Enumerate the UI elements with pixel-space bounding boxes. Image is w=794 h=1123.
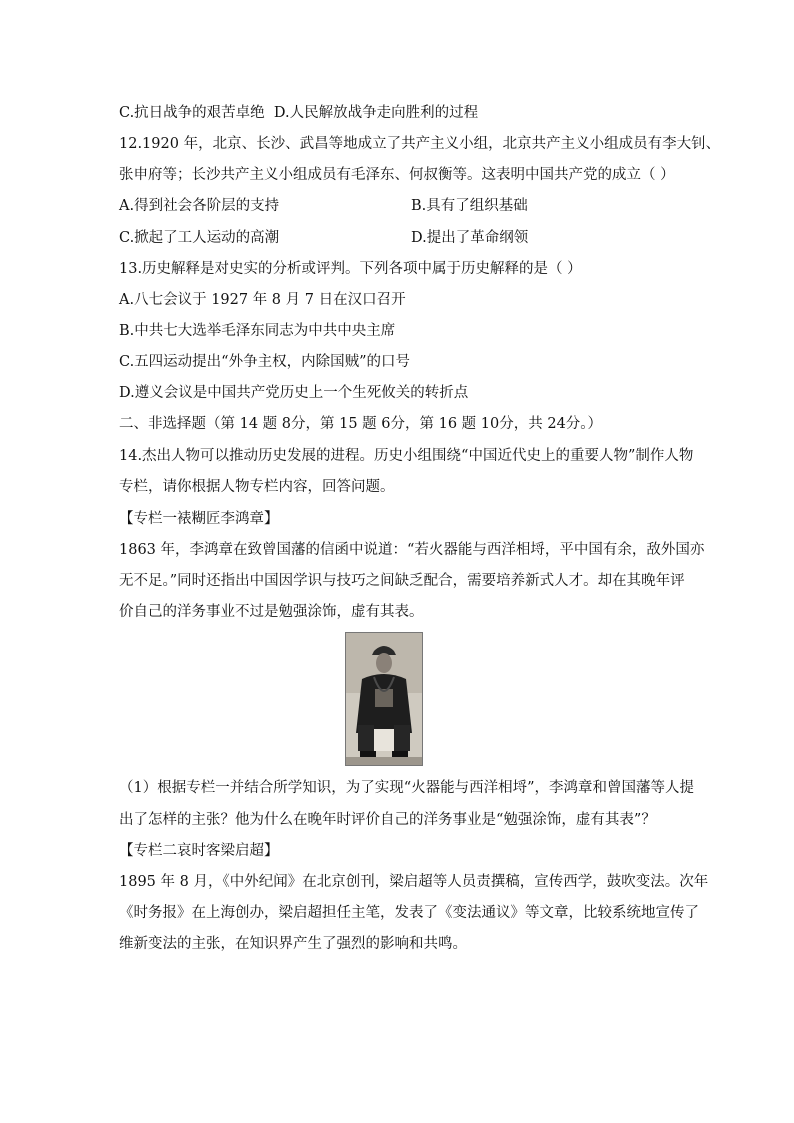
q13-stem: 13.历史解释是对史实的分析或评判。下列各项中属于历史解释的是（ ） — [119, 261, 582, 277]
q14-column1-line2: 无不足。”同时还指出中国因学识与技巧之间缺乏配合，需要培养新式人才。却在其晚年评 — [119, 573, 685, 589]
q14-column1-title: 【专栏一裱糊匠李鸿章】 — [119, 511, 279, 527]
portrait-photo — [345, 632, 423, 766]
q14-column1-line1: 1863 年，李鸿章在致曾国藩的信函中说道：“若火器能与西洋相埒，平中国有余，敌外国亦 — [119, 542, 705, 558]
q14-sub1-line1: （1）根据专栏一并结合所学知识，为了实现“火器能与西洋相埒”，李鸿章和曾国藩等人提 — [119, 780, 695, 796]
q12-option-c: C.掀起了工人运动的高潮 — [119, 230, 280, 246]
q14-column2-line3: 维新变法的主张，在知识界产生了强烈的影响和共鸣。 — [119, 936, 467, 952]
q14-column2-line2: 《时务报》在上海创办，梁启超担任主笔，发表了《变法通议》等文章，比较系统地宣传了 — [119, 905, 699, 921]
q13-option-b: B.中共七大选举毛泽东同志为中共中央主席 — [119, 323, 396, 339]
q14-column1-line3: 价自己的洋务事业不过是勉强涂饰，虚有其表。 — [119, 604, 424, 620]
q12-option-a: A.得到社会各阶层的支持 — [119, 198, 280, 214]
q12-option-d: D.提出了革命纲领 — [411, 230, 529, 246]
q11-option-c: C.抗日战争的艰苦卓绝 — [119, 105, 265, 121]
q14-stem-line2: 专栏，请你根据人物专栏内容，回答问题。 — [119, 479, 395, 495]
q13-option-c: C.五四运动提出“外争主权，内除国贼”的口号 — [119, 354, 411, 370]
q11-option-d: D.人民解放战争走向胜利的过程 — [273, 105, 479, 121]
q14-column2-title: 【专栏二哀时客梁启超】 — [119, 843, 279, 859]
q12-stem-line1: 12.1920 年，北京、长沙、武昌等地成立了共产主义小组，北京共产主义小组成员有李大钊、 — [119, 136, 721, 152]
q14-column2-line1: 1895 年 8 月，《中外纪闻》在北京创刊，梁启超等人员责撰稿，宣传西学，鼓吹变法。次年 — [119, 874, 709, 890]
portrait-photo-drawing — [346, 633, 422, 765]
section2-heading: 二、非选择题（第 14 题 8分，第 15 题 6分，第 16 题 10分，共 24分。） — [119, 416, 603, 432]
q14-stem-line1: 14.杰出人物可以推动历史发展的进程。历史小组围绕“中国近代史上的重要人物”制作人物 — [119, 448, 694, 464]
q13-option-a: A.八七会议于 1927 年 8 月 7 日在汉口召开 — [119, 292, 406, 308]
q11-options-cd — [119, 103, 679, 123]
q13-option-d: D.遵义会议是中国共产党历史上一个生死攸关的转折点 — [119, 385, 469, 401]
q12-stem-line2: 张申府等；长沙共产主义小组成员有毛泽东、何叔衡等。这表明中国共产党的成立（ ） — [119, 167, 675, 183]
q14-sub1-line2: 出了怎样的主张？他为什么在晚年时评价自己的洋务事业是“勉强涂饰，虚有其表”？ — [119, 812, 656, 828]
q12-option-b: B.具有了组织基础 — [411, 198, 528, 214]
